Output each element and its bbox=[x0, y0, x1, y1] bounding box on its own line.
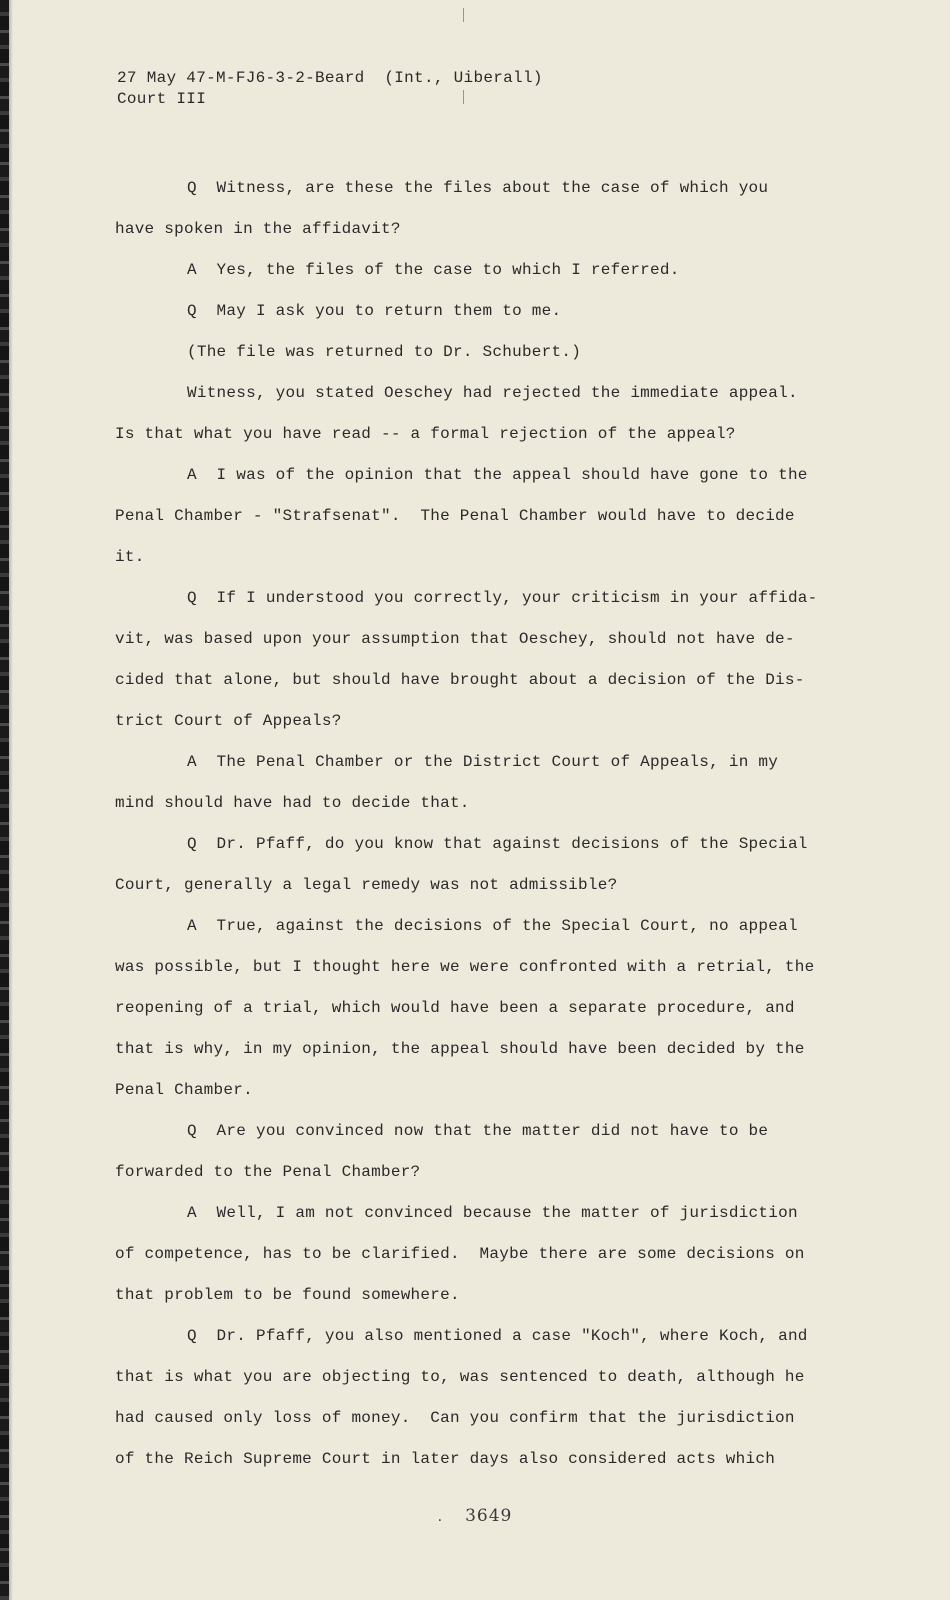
text-line: have spoken in the affidavit? bbox=[115, 220, 401, 238]
transcript-body bbox=[115, 168, 850, 1480]
text-line: that is what you are objecting to, was sentenced to death, although he bbox=[115, 1368, 805, 1386]
text-line: trict Court of Appeals? bbox=[115, 712, 342, 730]
text-line: Q Dr. Pfaff, you also mentioned a case "Koch", where Koch, and bbox=[187, 1327, 808, 1345]
header-reference-line: 27 May 47-M-FJ6-3-2-Beard (Int., Uiberall) bbox=[117, 69, 543, 87]
text-line: forwarded to the Penal Chamber? bbox=[115, 1163, 421, 1181]
text-line: A The Penal Chamber or the District Court of Appeals, in my bbox=[187, 753, 779, 771]
text-line: Penal Chamber. bbox=[115, 1081, 253, 1099]
text-line: A True, against the decisions of the Special Court, no appeal bbox=[187, 917, 798, 935]
text-line: Q May I ask you to return them to me. bbox=[187, 302, 562, 320]
text-line: of the Reich Supreme Court in later days also considered acts which bbox=[115, 1450, 776, 1468]
text-line: mind should have had to decide that. bbox=[115, 794, 470, 812]
text-line: Q Witness, are these the files about the case of which you bbox=[187, 179, 769, 197]
text-line: A Well, I am not convinced because the matter of jurisdiction bbox=[187, 1204, 798, 1222]
text-line: Witness, you stated Oeschey had rejected the immediate appeal. bbox=[187, 384, 798, 402]
text-line: was possible, but I thought here we were confronted with a retrial, the bbox=[115, 958, 815, 976]
text-line: (The file was returned to Dr. Schubert.) bbox=[187, 343, 582, 361]
page-footer bbox=[0, 1506, 950, 1526]
text-line: Q Dr. Pfaff, do you know that against decisions of the Special bbox=[187, 835, 808, 853]
document-header bbox=[117, 68, 543, 110]
text-line: cided that alone, but should have brought about a decision of the Dis- bbox=[115, 671, 805, 689]
text-line: of competence, has to be clarified. Maybe there are some decisions on bbox=[115, 1245, 805, 1263]
text-line: Q Are you convinced now that the matter did not have to be bbox=[187, 1122, 769, 1140]
text-line: had caused only loss of money. Can you confirm that the jurisdiction bbox=[115, 1409, 795, 1427]
text-line: Court, generally a legal remedy was not admissible? bbox=[115, 876, 618, 894]
footer-dot: . bbox=[437, 1509, 444, 1525]
text-line: that is why, in my opinion, the appeal should have been decided by the bbox=[115, 1040, 805, 1058]
binding-shadow bbox=[9, 0, 13, 1600]
text-line: Is that what you have read -- a formal rejection of the appeal? bbox=[115, 425, 736, 443]
text-line: reopening of a trial, which would have been a separate procedure, and bbox=[115, 999, 795, 1017]
text-line: A Yes, the files of the case to which I referred. bbox=[187, 261, 680, 279]
text-line: it. bbox=[115, 548, 145, 566]
text-line: A I was of the opinion that the appeal should have gone to the bbox=[187, 466, 808, 484]
header-court-line: Court III bbox=[117, 90, 207, 108]
text-line: Q If I understood you correctly, your criticism in your affida- bbox=[187, 589, 818, 607]
paper-mark bbox=[463, 8, 464, 22]
page-number: 3649 bbox=[465, 1506, 513, 1526]
text-line: vit, was based upon your assumption that Oeschey, should not have de- bbox=[115, 630, 795, 648]
text-line: Penal Chamber - "Strafsenat". The Penal Chamber would have to decide bbox=[115, 507, 795, 525]
text-line: that problem to be found somewhere. bbox=[115, 1286, 460, 1304]
binding-edge bbox=[0, 0, 9, 1600]
